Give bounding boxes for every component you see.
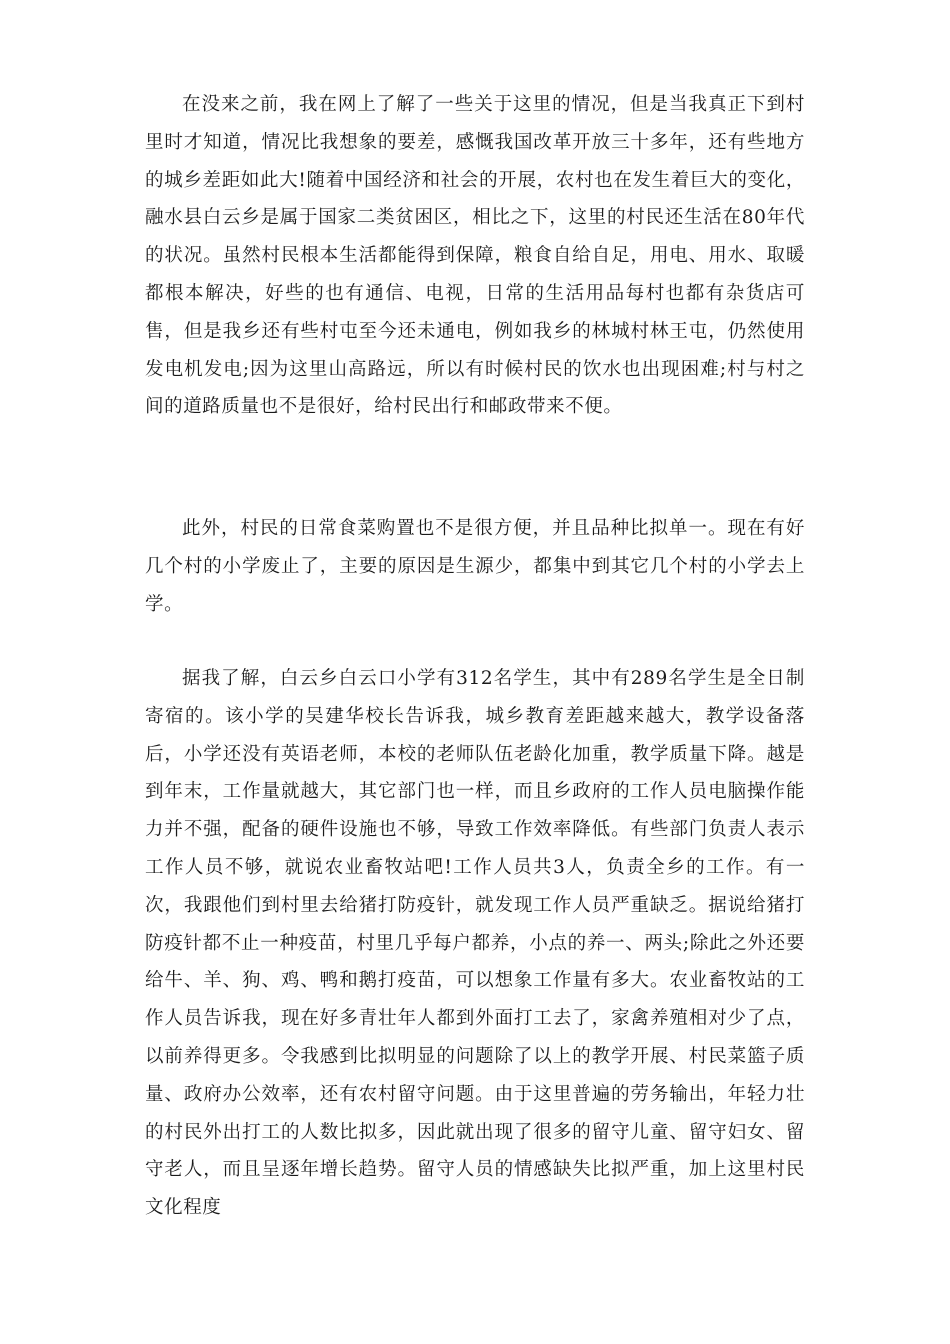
paragraph-1: 在没来之前，我在网上了解了一些关于这里的情况，但是当我真正下到村里时才知道，情况比我想象的要差，感慨我国改革开放三十多年，还有些地方的城乡差距如此大!随着中国经济和社会的开展，农村也在发生着巨大的变化，融水县白云乡是属于国家二类贫困区，相比之下，这里的村民还生活在80年代的状况。虽然村民根本生活都能得到保障，粮食自给自足，用电、用水、取暖都根本解决，好些的也有通信、电视，日常的生活用品每村也都有杂货店可售，但是我乡还有些村屯至今还未通电，例如我乡的林城村林王屯，仍然使用发电机发电;因为这里山高路远，所以有时候村民的饮水也出现困难;村与村之间的道路质量也不是很好，给村民出行和邮政带来不便。 bbox=[145, 94, 805, 418]
paragraph-3: 据我了解，白云乡白云口小学有312名学生，其中有289名学生是全日制寄宿的。该小学的吴建华校长告诉我，城乡教育差距越来越大，教学设备落后，小学还没有英语老师，本校的老师队伍老龄化加重，教学质量下降。越是到年末，工作量就越大，其它部门也一样，而且乡政府的工作人员电脑操作能力并不强，配备的硬件设施也不够，导致工作效率降低。有些部门负责人表示工作人员不够，就说农业畜牧站吧!工作人员共3人，负责全乡的工作。有一次，我跟他们到村里去给猪打防疫针，就发现工作人员严重缺乏。据说给猪打防疫针都不止一种疫苗，村里几乎每户都养，小点的养一、两头;除此之外还要给牛、羊、狗、鸡、鸭和鹅打疫苗，可以想象工作量有多大。农业畜牧站的工作人员告诉我，现在好多青壮年人都到外面打工去了，家禽养殖相对少了点，以前养得更多。令我感到比拟明显的问题除了以上的教学开展、村民菜篮子质量、政府办公效率，还有农村留守问题。由于这里普遍的劳务输出，年轻力壮的村民外出打工的人数比拟多，因此就出现了很多的留守儿童、留守妇女、留守老人，而且呈逐年增长趋势。留守人员的情感缺失比拟严重，加上这里村民文化程度 bbox=[145, 668, 805, 1219]
paragraph-2: 此外，村民的日常食菜购置也不是很方便，并且品种比拟单一。现在有好几个村的小学废止了，主要的原因是生源少，都集中到其它几个村的小学去上学。 bbox=[145, 518, 805, 615]
